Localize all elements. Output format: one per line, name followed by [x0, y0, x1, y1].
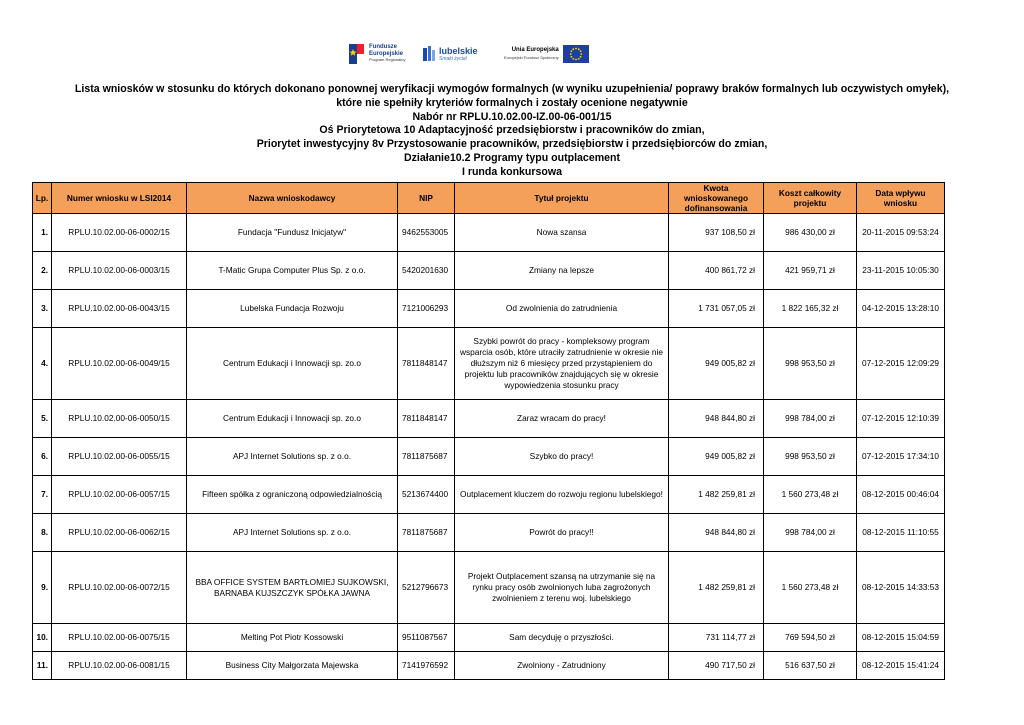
cell-nip: 7121006293 — [398, 290, 455, 328]
cell-tytul: Projekt Outplacement szansą na utrzymanie się na rynku pracy osób zwolnionych luba zagrożonych zwolnieniem z terenu woj. lubelskiego — [455, 552, 669, 624]
cell-nazwa: T-Matic Grupa Computer Plus Sp. z o.o. — [187, 252, 398, 290]
cell-data: 20-11-2015 09:53:24 — [857, 214, 945, 252]
cell-nazwa: Lubelska Fundacja Rozwoju — [187, 290, 398, 328]
title-line-2: które nie spełniły kryteriów formalnych i zostały ocenione negatywnie — [336, 96, 688, 109]
header-kwota: Kwota wnioskowanego dofinansowania — [669, 183, 764, 214]
cell-nip: 9511087567 — [398, 624, 455, 652]
eu-flag-icon — [563, 45, 589, 63]
header-tytul: Tytuł projektu — [455, 183, 669, 214]
fe-flag-icon — [348, 42, 366, 66]
title-line-7: I runda konkursowa — [461, 165, 563, 178]
cell-lp: 8. — [33, 514, 52, 552]
title-line-4: Oś Priorytetowa 10 Adaptacyjność przedsiębiorstw i pracowników do zmian, — [319, 124, 705, 137]
cell-tytul: Nowa szansa — [455, 214, 669, 252]
cell-data: 07-12-2015 12:10:39 — [857, 400, 945, 438]
lubelskie-logo-text: lubelskie Smaki życia! — [439, 46, 478, 62]
header-data: Data wpływu wniosku — [857, 183, 945, 214]
unia-europejska-logo — [504, 45, 589, 63]
cell-data: 23-11-2015 10:05:30 — [857, 252, 945, 290]
cell-koszt: 769 594,50 zł — [764, 624, 857, 652]
table-header-row — [33, 183, 945, 214]
cell-numer: RPLU.10.02.00-06-0072/15 — [52, 552, 187, 624]
table-row — [33, 476, 945, 514]
cell-nazwa: Fifteen spółka z ograniczoną odpowiedzialnością — [187, 476, 398, 514]
cell-lp: 1. — [33, 214, 52, 252]
cell-numer: RPLU.10.02.00-06-0003/15 — [52, 252, 187, 290]
title-line-6: Działanie10.2 Programy typu outplacement — [403, 151, 621, 164]
header-lp: Lp. — [33, 183, 52, 214]
cell-nip: 7141976592 — [398, 652, 455, 680]
cell-nip: 7811848147 — [398, 328, 455, 400]
cell-tytul: Zwolniony - Zatrudniony — [455, 652, 669, 680]
cell-nazwa: Fundacja "Fundusz Inicjatyw" — [187, 214, 398, 252]
cell-nazwa: BBA OFFICE SYSTEM BARTŁOMIEJ SUJKOWSKI, BARNABA KUJSZCZYK SPÓŁKA JAWNA — [187, 552, 398, 624]
cell-numer: RPLU.10.02.00-06-0075/15 — [52, 624, 187, 652]
cell-kwota: 1 482 259,81 zł — [669, 476, 764, 514]
logo-strip — [348, 40, 593, 68]
cell-nazwa: Melting Pot Piotr Kossowski — [187, 624, 398, 652]
cell-numer: RPLU.10.02.00-06-0002/15 — [52, 214, 187, 252]
table-row — [33, 438, 945, 476]
cell-nip: 5420201630 — [398, 252, 455, 290]
cell-nazwa: Centrum Edukacji i Innowacji sp. zo.o — [187, 400, 398, 438]
cell-koszt: 986 430,00 zł — [764, 214, 857, 252]
table-row — [33, 214, 945, 252]
cell-numer: RPLU.10.02.00-06-0049/15 — [52, 328, 187, 400]
cell-kwota: 400 861,72 zł — [669, 252, 764, 290]
cell-kwota: 1 731 057,05 zł — [669, 290, 764, 328]
cell-tytul: Sam decyduję o przyszłości. — [455, 624, 669, 652]
cell-koszt: 998 784,00 zł — [764, 514, 857, 552]
cell-koszt: 998 784,00 zł — [764, 400, 857, 438]
lubelskie-mark-icon — [422, 45, 436, 63]
cell-data: 07-12-2015 17:34:10 — [857, 438, 945, 476]
title-line-3: Nabór nr RPLU.10.02.00-IZ.00-06-001/15 — [412, 110, 612, 123]
table-row — [33, 552, 945, 624]
cell-numer: RPLU.10.02.00-06-0057/15 — [52, 476, 187, 514]
cell-nazwa: APJ Internet Solutions sp. z o.o. — [187, 438, 398, 476]
cell-lp: 7. — [33, 476, 52, 514]
cell-lp: 5. — [33, 400, 52, 438]
cell-lp: 10. — [33, 624, 52, 652]
cell-koszt: 998 953,50 zł — [764, 328, 857, 400]
table-row — [33, 252, 945, 290]
cell-nazwa: Centrum Edukacji i Innowacji sp. zo.o — [187, 328, 398, 400]
table-row — [33, 290, 945, 328]
cell-numer: RPLU.10.02.00-06-0043/15 — [52, 290, 187, 328]
cell-koszt: 1 822 165,32 zł — [764, 290, 857, 328]
cell-kwota: 731 114,77 zł — [669, 624, 764, 652]
cell-data: 08-12-2015 11:10:55 — [857, 514, 945, 552]
header-numer: Numer wniosku w LSI2014 — [52, 183, 187, 214]
cell-koszt: 516 637,50 zł — [764, 652, 857, 680]
ue-logo-text: Unia Europejska Europejski Fundusz Społeczny — [504, 46, 559, 60]
table-row — [33, 400, 945, 438]
header-nazwa: Nazwa wnioskodawcy — [187, 183, 398, 214]
table-row — [33, 328, 945, 400]
cell-kwota: 937 108,50 zł — [669, 214, 764, 252]
table-row — [33, 514, 945, 552]
cell-data: 08-12-2015 14:33:53 — [857, 552, 945, 624]
cell-kwota: 948 844,80 zł — [669, 514, 764, 552]
cell-koszt: 1 560 273,48 zł — [764, 552, 857, 624]
cell-nazwa: Business City Małgorzata Majewska — [187, 652, 398, 680]
cell-nip: 9462553005 — [398, 214, 455, 252]
lubelskie-logo — [422, 45, 492, 63]
cell-nip: 5213674400 — [398, 476, 455, 514]
cell-tytul: Szybko do pracy! — [455, 438, 669, 476]
cell-numer: RPLU.10.02.00-06-0062/15 — [52, 514, 187, 552]
cell-data: 08-12-2015 15:04:59 — [857, 624, 945, 652]
cell-nip: 7811848147 — [398, 400, 455, 438]
cell-koszt: 998 953,50 zł — [764, 438, 857, 476]
cell-kwota: 490 717,50 zł — [669, 652, 764, 680]
cell-nip: 7811875687 — [398, 514, 455, 552]
cell-lp: 3. — [33, 290, 52, 328]
fundusze-europejskie-logo — [348, 42, 410, 66]
cell-lp: 6. — [33, 438, 52, 476]
cell-tytul: Od zwolnienia do zatrudnienia — [455, 290, 669, 328]
fe-logo-text: Fundusze Europejskie Program Regionalny — [369, 44, 406, 63]
header-koszt: Koszt całkowity projektu — [764, 183, 857, 214]
cell-lp: 9. — [33, 552, 52, 624]
title-line-1: Lista wniosków w stosunku do których dokonano ponownej weryfikacji wymogów formalnych (w wyniku uzupełnienia/ poprawy braków formalnych lub oczywistych omyłek), — [74, 83, 950, 95]
cell-koszt: 1 560 273,48 zł — [764, 476, 857, 514]
table-row — [33, 652, 945, 680]
cell-lp: 4. — [33, 328, 52, 400]
cell-kwota: 949 005,82 zł — [669, 438, 764, 476]
cell-numer: RPLU.10.02.00-06-0081/15 — [52, 652, 187, 680]
cell-lp: 2. — [33, 252, 52, 290]
cell-koszt: 421 959,71 zł — [764, 252, 857, 290]
table-row — [33, 624, 945, 652]
header-nip: NIP — [398, 183, 455, 214]
cell-tytul: Outplacement kluczem do rozwoju regionu lubelskiego! — [455, 476, 669, 514]
cell-tytul: Powrót do pracy!! — [455, 514, 669, 552]
cell-numer: RPLU.10.02.00-06-0050/15 — [52, 400, 187, 438]
cell-kwota: 949 005,82 zł — [669, 328, 764, 400]
applications-table — [32, 182, 945, 680]
table-body — [33, 214, 945, 680]
document-title — [0, 83, 1024, 180]
cell-data: 08-12-2015 15:41:24 — [857, 652, 945, 680]
cell-nip: 5212796673 — [398, 552, 455, 624]
cell-tytul: Zaraz wracam do pracy! — [455, 400, 669, 438]
cell-lp: 11. — [33, 652, 52, 680]
cell-nazwa: APJ Internet Solutions sp. z o.o. — [187, 514, 398, 552]
cell-numer: RPLU.10.02.00-06-0055/15 — [52, 438, 187, 476]
cell-nip: 7811875687 — [398, 438, 455, 476]
cell-data: 07-12-2015 12:09:29 — [857, 328, 945, 400]
cell-data: 04-12-2015 13:28:10 — [857, 290, 945, 328]
title-line-5: Priorytet inwestycyjny 8v Przystosowanie pracowników, przedsiębiorstw i przedsiębiorców do zmian, — [256, 138, 768, 151]
cell-tytul: Zmiany na lepsze — [455, 252, 669, 290]
cell-data: 08-12-2015 00:46:04 — [857, 476, 945, 514]
cell-kwota: 948 844,80 zł — [669, 400, 764, 438]
cell-tytul: Szybki powrót do pracy - kompleksowy program wsparcia osób, które utraciły zatrudnienie w okresie nie dłuższym niż 6 miesięcy przed przystąpieniem do projektu lub pracowników znajdujących się w okresie wypowiedzenia stosunku pracy — [455, 328, 669, 400]
cell-kwota: 1 482 259,81 zł — [669, 552, 764, 624]
